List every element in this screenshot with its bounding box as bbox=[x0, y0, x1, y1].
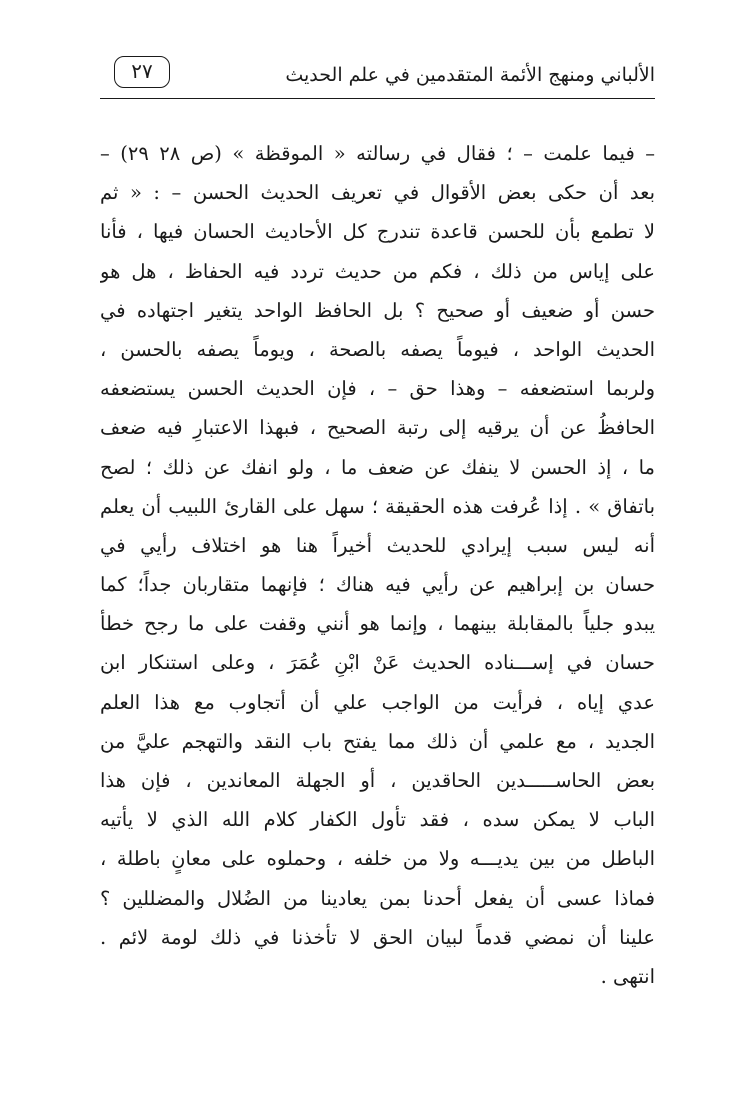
text-line: ولربما استضعفه – وهذا حق – ، فإن الحديث الحسن يستضعفه bbox=[100, 377, 655, 401]
text-line: على إياس من ذلك ، فكم من حديث تردد فيه الحفاظ ، هل هو bbox=[100, 259, 655, 283]
text-line: بعد أن حكى بعض الأقوال في تعريف الحديث الحسن – : « ثم bbox=[100, 181, 655, 205]
text-line: فماذا عسى أن يفعل أحدنا بمن يعادينا من الضُلال والمضللين ؟ bbox=[100, 886, 655, 910]
text-line: الباب لا يمكن سده ، فقد تأول الكفار كلام الله الذي لا يأتيه bbox=[100, 808, 655, 832]
text-line: عدي إياه ، فرأيت من الواجب علي أن أتجاوب مع هذا العلم bbox=[100, 690, 655, 714]
text-line: باتفاق » . إذا عُرفت هذه الحقيقة ؛ سهل على القارئ اللبيب أن يعلم bbox=[100, 494, 655, 518]
text-line: حسن أو ضعيف أو صحيح ؟ بل الحافظ الواحد يتغير اجتهاده في bbox=[100, 298, 655, 322]
text-line-final: انتهى . bbox=[600, 964, 655, 988]
page-header bbox=[100, 50, 655, 96]
text-line: الحديث الواحد ، فيوماً يصفه بالصحة ، ويوماً يصفه بالحسن ، bbox=[100, 337, 655, 361]
running-title: الألباني ومنهج الأئمة المتقدمين في علم الحديث bbox=[285, 64, 655, 86]
text-line: الجديد ، مع علمي أن ذلك مما يفتح باب النقد والتهجم عليَّ من bbox=[100, 729, 655, 753]
text-line: حسان بن إبراهيم عن رأيي فيه هناك ؛ فإنهما متقاربان جداً؛ كما bbox=[100, 573, 655, 597]
header-divider bbox=[100, 98, 655, 99]
text-line: حسان في إســـناده الحديث عَنْ ابْنِ عُمَرَ ، وعلى استنكار ابن bbox=[100, 651, 655, 675]
text-line: لا تطمع بأن للحسن قاعدة تندرج كل الأحاديث الحسان فيها ، فأنا bbox=[100, 220, 655, 244]
text-line: أنه ليس سبب إيرادي للحديث أخيراً هنا هو اختلاف رأيي في bbox=[100, 533, 655, 557]
page-number: ٢٧ bbox=[114, 56, 170, 88]
text-line: بعض الحاســـــدين الحاقدين ، أو الجهلة المعاندين ، فإن هذا bbox=[100, 769, 655, 792]
text-line: – فيما علمت – ؛ فقال في رسالته « الموقظة » (ص ٢٨ ٢٩) – bbox=[100, 142, 655, 165]
text-line: الحافظُ عن أن يرقيه إلى رتبة الصحيح ، فبهذا الاعتبارِ فيه ضعف bbox=[100, 416, 655, 440]
text-line: علينا أن نمضي قدماً لبيان الحق لا تأخذنا في ذلك لومة لائم . bbox=[100, 925, 655, 949]
body-text bbox=[100, 134, 655, 996]
text-line: يبدو جلياً بالمقابلة بينهما ، وإنما هو أنني وقفت على ما رجح خطأ bbox=[100, 612, 655, 636]
text-line: الباطل من بين يديـــه ولا من خلفه ، وحملوه على معانٍ باطلة ، bbox=[100, 847, 655, 871]
text-line: ما ، إذ الحسن لا ينفك عن ضعف ما ، ولو انفك عن ذلك ؛ لصح bbox=[100, 455, 655, 479]
